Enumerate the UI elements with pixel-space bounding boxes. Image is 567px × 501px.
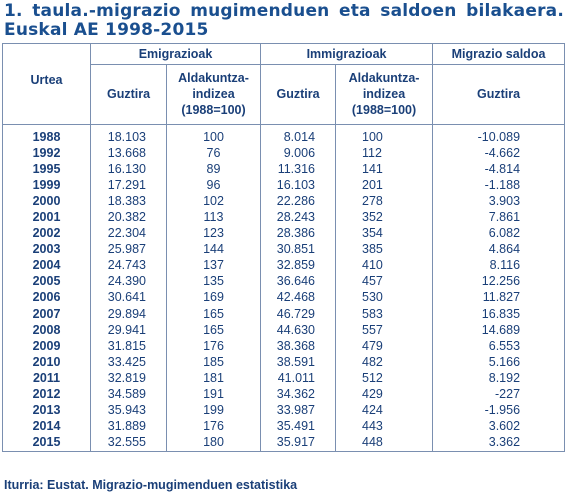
emigration-index-cell: 165 [167, 306, 261, 322]
balance-cell: -10.089 [433, 125, 565, 146]
emigration-index-cell: 176 [167, 338, 261, 354]
emigration-total-cell: 31.815 [91, 338, 167, 354]
table-row [3, 419, 565, 435]
balance-cell: 5.166 [433, 354, 565, 370]
immigration-index-cell: 448 [336, 435, 433, 452]
immigration-index-cell: 385 [336, 242, 433, 258]
year-cell: 2013 [3, 403, 91, 419]
year-cell: 2014 [3, 419, 91, 435]
emigration-index-cell: 185 [167, 354, 261, 370]
table-row [3, 125, 565, 146]
immigration-total-cell: 35.491 [261, 419, 336, 435]
emigration-total-cell: 32.555 [91, 435, 167, 452]
table-row [3, 145, 565, 161]
immigration-index-cell: 141 [336, 161, 433, 177]
table-row [3, 274, 565, 290]
emigration-index-cell: 137 [167, 258, 261, 274]
balance-cell: 8.116 [433, 258, 565, 274]
immigration-total-cell: 11.316 [261, 161, 336, 177]
table-body [3, 125, 565, 452]
emigration-index-cell: 76 [167, 145, 261, 161]
emigration-index-cell: 176 [167, 419, 261, 435]
table-row [3, 177, 565, 193]
immigration-total-cell: 16.103 [261, 177, 336, 193]
table-row [3, 290, 565, 306]
balance-cell: 12.256 [433, 274, 565, 290]
year-cell: 2012 [3, 387, 91, 403]
balance-total-header: Guztira [433, 64, 565, 124]
year-cell: 2000 [3, 193, 91, 209]
immigration-index-cell: 479 [336, 338, 433, 354]
emigration-index-cell: 135 [167, 274, 261, 290]
emigration-index-cell: 113 [167, 209, 261, 225]
year-cell: 2004 [3, 258, 91, 274]
table-row [3, 306, 565, 322]
table-row [3, 258, 565, 274]
emigration-index-header: Aldakuntza-indizea (1988=100) [167, 64, 261, 124]
immigration-total-header: Guztira [261, 64, 336, 124]
emigration-index-cell: 165 [167, 322, 261, 338]
immigration-index-cell: 530 [336, 290, 433, 306]
table-row [3, 193, 565, 209]
table-row [3, 161, 565, 177]
emigration-index-cell: 199 [167, 403, 261, 419]
emigration-index-cell: 102 [167, 193, 261, 209]
balance-cell: 8.192 [433, 370, 565, 386]
table-row [3, 435, 565, 452]
emigration-total-cell: 20.382 [91, 209, 167, 225]
year-cell: 2003 [3, 242, 91, 258]
immigration-index-cell: 512 [336, 370, 433, 386]
balance-cell: -4.662 [433, 145, 565, 161]
year-cell: 2008 [3, 322, 91, 338]
immigration-total-cell: 36.646 [261, 274, 336, 290]
table-row [3, 370, 565, 386]
emigration-total-cell: 35.943 [91, 403, 167, 419]
immigration-index-cell: 482 [336, 354, 433, 370]
emigration-index-cell: 181 [167, 370, 261, 386]
immigration-total-cell: 8.014 [261, 125, 336, 146]
balance-header: Migrazio saldoa [433, 44, 565, 65]
year-cell: 1988 [3, 125, 91, 146]
emigration-header: Emigrazioak [91, 44, 261, 65]
emigration-total-cell: 34.589 [91, 387, 167, 403]
table-row [3, 387, 565, 403]
immigration-total-cell: 28.243 [261, 209, 336, 225]
balance-cell: 6.553 [433, 338, 565, 354]
immigration-total-cell: 46.729 [261, 306, 336, 322]
year-cell: 2010 [3, 354, 91, 370]
balance-cell: 4.864 [433, 242, 565, 258]
table-row [3, 322, 565, 338]
immigration-index-cell: 100 [336, 125, 433, 146]
source-note: Iturria: Eustat. Migrazio-mugimenduen estatistika [4, 478, 298, 492]
immigration-total-cell: 38.591 [261, 354, 336, 370]
immigration-index-cell: 112 [336, 145, 433, 161]
balance-cell: 16.835 [433, 306, 565, 322]
emigration-total-cell: 31.889 [91, 419, 167, 435]
year-cell: 2007 [3, 306, 91, 322]
table-row [3, 354, 565, 370]
emigration-index-cell: 89 [167, 161, 261, 177]
year-cell: 1992 [3, 145, 91, 161]
emigration-total-cell: 18.383 [91, 193, 167, 209]
emigration-total-cell: 29.941 [91, 322, 167, 338]
emigration-total-cell: 33.425 [91, 354, 167, 370]
immigration-total-cell: 32.859 [261, 258, 336, 274]
year-cell: 2009 [3, 338, 91, 354]
emigration-total-cell: 24.390 [91, 274, 167, 290]
immigration-index-cell: 457 [336, 274, 433, 290]
balance-cell: -1.956 [433, 403, 565, 419]
immigration-index-cell: 354 [336, 226, 433, 242]
year-cell: 2015 [3, 435, 91, 452]
immigration-total-cell: 22.286 [261, 193, 336, 209]
emigration-total-cell: 17.291 [91, 177, 167, 193]
immigration-index-header: Aldakuntza-indizea (1988=100) [336, 64, 433, 124]
emigration-total-cell: 29.894 [91, 306, 167, 322]
immigration-header: Immigrazioak [261, 44, 433, 65]
table-row [3, 226, 565, 242]
emigration-index-cell: 100 [167, 125, 261, 146]
balance-cell: 3.362 [433, 435, 565, 452]
immigration-index-cell: 557 [336, 322, 433, 338]
immigration-total-cell: 9.006 [261, 145, 336, 161]
emigration-index-cell: 169 [167, 290, 261, 306]
year-cell: 2005 [3, 274, 91, 290]
immigration-total-cell: 30.851 [261, 242, 336, 258]
balance-cell: 7.861 [433, 209, 565, 225]
immigration-index-cell: 278 [336, 193, 433, 209]
immigration-index-cell: 583 [336, 306, 433, 322]
emigration-index-cell: 191 [167, 387, 261, 403]
table-title: 1. taula.-migrazio mugimenduen eta saldoen bilakaera. Euskal AE 1998-2015 [4, 1, 564, 40]
immigration-total-cell: 35.917 [261, 435, 336, 452]
year-header: Urtea [3, 44, 91, 125]
year-cell: 2002 [3, 226, 91, 242]
emigration-index-cell: 180 [167, 435, 261, 452]
emigration-total-cell: 24.743 [91, 258, 167, 274]
balance-cell: 3.602 [433, 419, 565, 435]
immigration-total-cell: 41.011 [261, 370, 336, 386]
balance-cell: -1.188 [433, 177, 565, 193]
emigration-total-cell: 16.130 [91, 161, 167, 177]
emigration-index-cell: 144 [167, 242, 261, 258]
emigration-total-cell: 30.641 [91, 290, 167, 306]
emigration-total-cell: 32.819 [91, 370, 167, 386]
immigration-total-cell: 33.987 [261, 403, 336, 419]
immigration-index-cell: 410 [336, 258, 433, 274]
migration-table [2, 43, 565, 452]
table-row [3, 242, 565, 258]
emigration-total-cell: 22.304 [91, 226, 167, 242]
balance-cell: 14.689 [433, 322, 565, 338]
year-cell: 1999 [3, 177, 91, 193]
emigration-total-cell: 18.103 [91, 125, 167, 146]
immigration-total-cell: 28.386 [261, 226, 336, 242]
immigration-index-cell: 424 [336, 403, 433, 419]
emigration-total-cell: 25.987 [91, 242, 167, 258]
emigration-total-header: Guztira [91, 64, 167, 124]
emigration-total-cell: 13.668 [91, 145, 167, 161]
year-cell: 2006 [3, 290, 91, 306]
balance-cell: 11.827 [433, 290, 565, 306]
table-row [3, 338, 565, 354]
immigration-total-cell: 44.630 [261, 322, 336, 338]
immigration-total-cell: 34.362 [261, 387, 336, 403]
year-cell: 2011 [3, 370, 91, 386]
emigration-index-cell: 96 [167, 177, 261, 193]
table-row [3, 403, 565, 419]
immigration-index-cell: 352 [336, 209, 433, 225]
immigration-total-cell: 38.368 [261, 338, 336, 354]
immigration-index-cell: 201 [336, 177, 433, 193]
immigration-index-cell: 429 [336, 387, 433, 403]
year-cell: 2001 [3, 209, 91, 225]
balance-cell: 6.082 [433, 226, 565, 242]
year-cell: 1995 [3, 161, 91, 177]
immigration-index-cell: 443 [336, 419, 433, 435]
balance-cell: -4.814 [433, 161, 565, 177]
balance-cell: -227 [433, 387, 565, 403]
table-row [3, 209, 565, 225]
balance-cell: 3.903 [433, 193, 565, 209]
emigration-index-cell: 123 [167, 226, 261, 242]
immigration-total-cell: 42.468 [261, 290, 336, 306]
